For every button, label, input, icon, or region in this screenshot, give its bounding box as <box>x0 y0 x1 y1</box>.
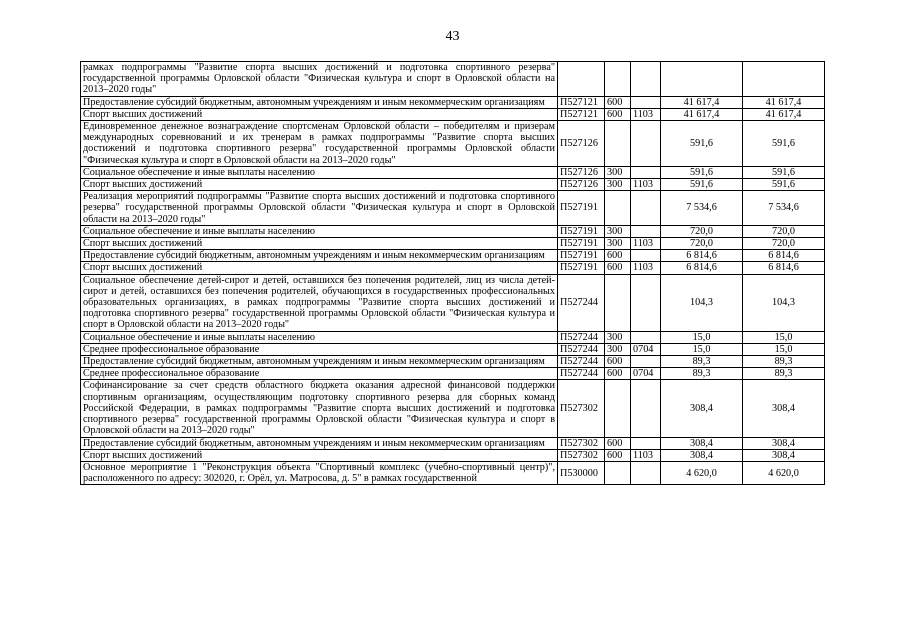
expense-type: 600 <box>605 437 631 449</box>
row-name: Социальное обеспечение и иные выплаты населению <box>81 166 558 178</box>
table-row <box>81 356 825 368</box>
table-row <box>81 250 825 262</box>
section-code: 0704 <box>631 343 661 355</box>
table-row <box>81 461 825 484</box>
table-row <box>81 108 825 120</box>
section-code: 1103 <box>631 238 661 250</box>
amount-2020: 720,0 <box>743 238 825 250</box>
target-code: П527191 <box>558 250 605 262</box>
amount-2020 <box>743 62 825 97</box>
amount-2020: 7 534,6 <box>743 191 825 226</box>
section-code: 1103 <box>631 179 661 191</box>
row-name: Спорт высших достижений <box>81 238 558 250</box>
row-name: Спорт высших достижений <box>81 108 558 120</box>
section-code <box>631 62 661 97</box>
row-name: Основное мероприятие 1 "Реконструкция объекта "Спортивный комплекс (учебно-спортивный центр)", расположенного по адресу: 302020, г. Орёл, ул. Матросова, д. 5" в рамках государственной <box>81 461 558 484</box>
section-code: 1103 <box>631 108 661 120</box>
row-name: Среднее профессиональное образование <box>81 368 558 380</box>
expense-type: 600 <box>605 96 631 108</box>
table-row <box>81 262 825 274</box>
target-code <box>558 62 605 97</box>
amount-2019: 720,0 <box>661 238 743 250</box>
expense-type: 300 <box>605 166 631 178</box>
table-row <box>81 274 825 331</box>
target-code: П527121 <box>558 108 605 120</box>
expense-type <box>605 191 631 226</box>
row-name: Предоставление субсидий бюджетным, автономным учреждениям и иным некоммерческим организациям <box>81 96 558 108</box>
row-name: рамках подпрограммы "Развитие спорта высших достижений и подготовка спортивного резерва" государственной программы Орловской области "Физическая культура и спорт в Орловской области на 2013–2020 годы" <box>81 62 558 97</box>
section-code <box>631 225 661 237</box>
section-code <box>631 121 661 167</box>
section-code <box>631 356 661 368</box>
target-code: П530000 <box>558 461 605 484</box>
target-code: П527244 <box>558 331 605 343</box>
amount-2019: 720,0 <box>661 225 743 237</box>
target-code: П527244 <box>558 343 605 355</box>
row-name: Среднее профессиональное образование <box>81 343 558 355</box>
amount-2019: 308,4 <box>661 437 743 449</box>
amount-2020: 720,0 <box>743 225 825 237</box>
table-row <box>81 96 825 108</box>
section-code <box>631 331 661 343</box>
section-code: 1103 <box>631 449 661 461</box>
section-code <box>631 191 661 226</box>
target-code: П527191 <box>558 238 605 250</box>
amount-2020: 15,0 <box>743 331 825 343</box>
expense-type <box>605 461 631 484</box>
amount-2020: 308,4 <box>743 380 825 437</box>
amount-2019 <box>661 62 743 97</box>
table-row <box>81 225 825 237</box>
amount-2019: 89,3 <box>661 368 743 380</box>
row-name: Софинансирование за счет средств областного бюджета оказания адресной финансовой поддержки спортивным организациям, осуществляющим подготовку спортивного резерва для сборных команд Российской Федерации, в рамках подпрограммы "Развитие спорта высших достижений и подготовка спортивного резерва" государственной программы Орловской области "Физическая культура и спорт в Орловской области на 2013–2020 годы" <box>81 380 558 437</box>
table-row <box>81 437 825 449</box>
amount-2020: 41 617,4 <box>743 108 825 120</box>
amount-2019: 308,4 <box>661 449 743 461</box>
expense-type: 300 <box>605 238 631 250</box>
target-code: П527302 <box>558 437 605 449</box>
expense-type: 600 <box>605 108 631 120</box>
amount-2020: 591,6 <box>743 179 825 191</box>
section-code <box>631 380 661 437</box>
table-row <box>81 331 825 343</box>
expense-type <box>605 380 631 437</box>
amount-2019: 6 814,6 <box>661 262 743 274</box>
target-code: П527126 <box>558 166 605 178</box>
expense-type: 600 <box>605 356 631 368</box>
target-code: П527191 <box>558 191 605 226</box>
expense-type <box>605 121 631 167</box>
amount-2019: 308,4 <box>661 380 743 437</box>
amount-2020: 591,6 <box>743 121 825 167</box>
amount-2020: 6 814,6 <box>743 250 825 262</box>
table-row <box>81 179 825 191</box>
amount-2020: 89,3 <box>743 368 825 380</box>
expense-type: 300 <box>605 225 631 237</box>
amount-2019: 15,0 <box>661 343 743 355</box>
target-code: П527126 <box>558 179 605 191</box>
table-row <box>81 166 825 178</box>
row-name: Предоставление субсидий бюджетным, автономным учреждениям и иным некоммерческим организациям <box>81 356 558 368</box>
row-name: Социальное обеспечение и иные выплаты населению <box>81 331 558 343</box>
amount-2019: 41 617,4 <box>661 96 743 108</box>
target-code: П527244 <box>558 368 605 380</box>
amount-2019: 4 620,0 <box>661 461 743 484</box>
amount-2020: 89,3 <box>743 356 825 368</box>
amount-2020: 15,0 <box>743 343 825 355</box>
section-code: 0704 <box>631 368 661 380</box>
target-code: П527302 <box>558 449 605 461</box>
row-name: Единовременное денежное вознаграждение спортсменам Орловской области – победителям и призерам международных соревнований и их тренерам в рамках подпрограммы "Развитие спорта высших достижений и подготовка спортивного резерва" государственной программы Орловской области "Физическая культура и спорт в Орловской области на 2013–2020 годы" <box>81 121 558 167</box>
expense-type: 600 <box>605 262 631 274</box>
amount-2019: 591,6 <box>661 166 743 178</box>
amount-2020: 6 814,6 <box>743 262 825 274</box>
table-row <box>81 343 825 355</box>
table-row <box>81 121 825 167</box>
section-code: 1103 <box>631 262 661 274</box>
target-code: П527244 <box>558 356 605 368</box>
target-code: П527126 <box>558 121 605 167</box>
expense-type <box>605 62 631 97</box>
target-code: П527121 <box>558 96 605 108</box>
expense-type <box>605 274 631 331</box>
row-name: Реализация мероприятий подпрограммы "Развитие спорта высших достижений и подготовка спортивного резерва" государственной программы Орловской области "Физическая культура и спорт в Орловской области на 2013–2020 годы" <box>81 191 558 226</box>
amount-2020: 4 620,0 <box>743 461 825 484</box>
amount-2019: 591,6 <box>661 121 743 167</box>
target-code: П527191 <box>558 262 605 274</box>
row-name: Предоставление субсидий бюджетным, автономным учреждениям и иным некоммерческим организациям <box>81 437 558 449</box>
section-code <box>631 166 661 178</box>
amount-2019: 104,3 <box>661 274 743 331</box>
amount-2019: 41 617,4 <box>661 108 743 120</box>
row-name: Спорт высших достижений <box>81 179 558 191</box>
amount-2019: 591,6 <box>661 179 743 191</box>
amount-2020: 591,6 <box>743 166 825 178</box>
target-code: П527302 <box>558 380 605 437</box>
row-name: Спорт высших достижений <box>81 449 558 461</box>
amount-2020: 308,4 <box>743 449 825 461</box>
row-name: Предоставление субсидий бюджетным, автономным учреждениям и иным некоммерческим организациям <box>81 250 558 262</box>
expense-type: 600 <box>605 250 631 262</box>
amount-2019: 15,0 <box>661 331 743 343</box>
table-row <box>81 449 825 461</box>
expense-type: 600 <box>605 449 631 461</box>
row-name: Спорт высших достижений <box>81 262 558 274</box>
target-code: П527244 <box>558 274 605 331</box>
amount-2019: 7 534,6 <box>661 191 743 226</box>
amount-2020: 308,4 <box>743 437 825 449</box>
amount-2020: 104,3 <box>743 274 825 331</box>
amount-2020: 41 617,4 <box>743 96 825 108</box>
section-code <box>631 461 661 484</box>
page-number: 43 <box>445 29 460 44</box>
budget-table <box>80 61 825 485</box>
section-code <box>631 96 661 108</box>
section-code <box>631 274 661 331</box>
amount-2019: 6 814,6 <box>661 250 743 262</box>
table-row <box>81 368 825 380</box>
expense-type: 300 <box>605 179 631 191</box>
table-row <box>81 238 825 250</box>
section-code <box>631 437 661 449</box>
row-name: Социальное обеспечение и иные выплаты населению <box>81 225 558 237</box>
table-row <box>81 62 825 97</box>
section-code <box>631 250 661 262</box>
table-row <box>81 380 825 437</box>
expense-type: 300 <box>605 331 631 343</box>
expense-type: 300 <box>605 343 631 355</box>
table-row <box>81 191 825 226</box>
expense-type: 600 <box>605 368 631 380</box>
row-name: Социальное обеспечение детей-сирот и детей, оставшихся без попечения родителей, лиц из числа детей-сирот и детей, оставшихся без попечения родителей, обучающихся в государственных профессиональных образовательных организациях, в рамках подпрограммы "Развитие спорта высших достижений и подготовка спортивного резерва" государственной программы Орловской области "Физическая культура и спорт в Орловской области на 2013–2020 годы" <box>81 274 558 331</box>
amount-2019: 89,3 <box>661 356 743 368</box>
target-code: П527191 <box>558 225 605 237</box>
